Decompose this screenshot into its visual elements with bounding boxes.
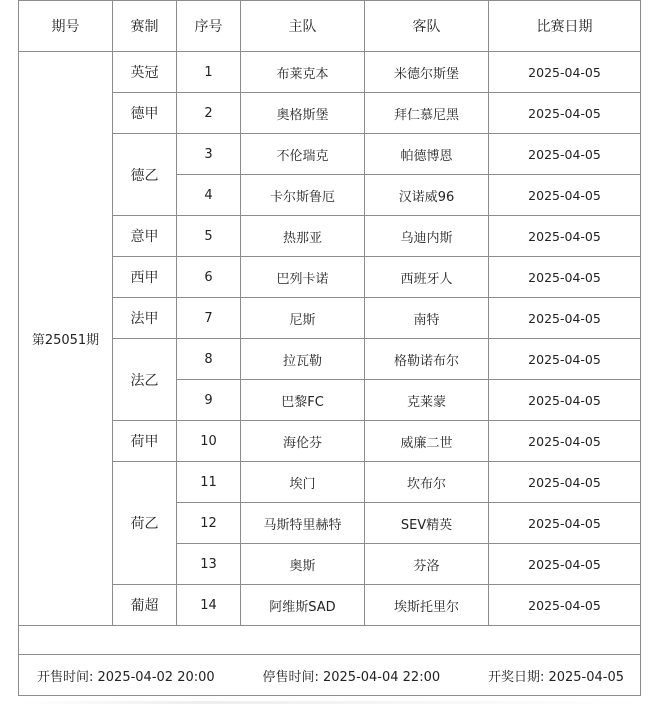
schedule-table [18,0,641,696]
table-row [19,52,641,93]
home-team-cell: 巴黎FC [241,380,365,421]
header-away: 客队 [365,1,489,52]
seq-cell: 12 [177,503,241,544]
home-team-cell: 布莱克本 [241,52,365,93]
away-team-cell: 威廉二世 [365,421,489,462]
home-team-cell: 不伦瑞克 [241,134,365,175]
league-cell: 法甲 [113,298,177,339]
table-row [19,257,641,298]
away-team-cell: 米德尔斯堡 [365,52,489,93]
seq-cell: 3 [177,134,241,175]
seq-cell: 5 [177,216,241,257]
date-cell: 2025-04-05 [489,421,641,462]
home-team-cell: 阿维斯SAD [241,585,365,626]
table-row [19,298,641,339]
table-row [19,339,641,380]
away-team-cell: 芬洛 [365,544,489,585]
home-team-cell: 巴列卡诺 [241,257,365,298]
home-team-cell: 尼斯 [241,298,365,339]
header-home: 主队 [241,1,365,52]
header-date: 比赛日期 [489,1,641,52]
away-team-cell: 坎布尔 [365,462,489,503]
sale-info [19,666,640,685]
blank-cell [19,626,641,655]
away-team-cell: 拜仁慕尼黑 [365,93,489,134]
date-cell: 2025-04-05 [489,216,641,257]
date-cell: 2025-04-05 [489,134,641,175]
home-team-cell: 热那亚 [241,216,365,257]
home-team-cell: 海伦芬 [241,421,365,462]
blank-row [19,626,641,655]
date-cell: 2025-04-05 [489,175,641,216]
away-team-cell: 南特 [365,298,489,339]
period-cell: 第25051期 [19,52,113,626]
footer-cell [19,655,641,696]
seq-cell: 2 [177,93,241,134]
seq-cell: 14 [177,585,241,626]
sale-stop-time: 停售时间: 2025-04-04 22:00 [262,669,441,685]
league-cell: 意甲 [113,216,177,257]
date-cell: 2025-04-05 [489,544,641,585]
header-seq: 序号 [177,1,241,52]
table-row [19,421,641,462]
date-cell: 2025-04-05 [489,380,641,421]
league-cell: 西甲 [113,257,177,298]
date-cell: 2025-04-05 [489,257,641,298]
seq-cell: 1 [177,52,241,93]
away-team-cell: 帕德博恩 [365,134,489,175]
away-team-cell: 克莱蒙 [365,380,489,421]
league-cell: 德乙 [113,134,177,216]
date-cell: 2025-04-05 [489,503,641,544]
away-team-cell: 乌迪内斯 [365,216,489,257]
away-team-cell: 汉诺威96 [365,175,489,216]
league-cell: 葡超 [113,585,177,626]
league-cell: 英冠 [113,52,177,93]
league-cell: 荷乙 [113,462,177,585]
date-cell: 2025-04-05 [489,298,641,339]
league-cell: 法乙 [113,339,177,421]
table-row [19,216,641,257]
league-cell: 德甲 [113,93,177,134]
home-team-cell: 奥斯 [241,544,365,585]
draw-date: 开奖日期: 2025-04-05 [487,669,624,685]
seq-cell: 6 [177,257,241,298]
table-row [19,585,641,626]
date-cell: 2025-04-05 [489,585,641,626]
footer-row [19,655,641,696]
table-row [19,93,641,134]
away-team-cell: 格勒诺布尔 [365,339,489,380]
seq-cell: 10 [177,421,241,462]
home-team-cell: 奥格斯堡 [241,93,365,134]
home-team-cell: 马斯特里赫特 [241,503,365,544]
header-period: 期号 [19,1,113,52]
sale-start-time: 开售时间: 2025-04-02 20:00 [37,669,215,685]
table-row [19,462,641,503]
schedule-sheet [18,0,640,700]
league-cell: 荷甲 [113,421,177,462]
seq-cell: 11 [177,462,241,503]
home-team-cell: 埃门 [241,462,365,503]
date-cell: 2025-04-05 [489,93,641,134]
seq-cell: 9 [177,380,241,421]
home-team-cell: 拉瓦勒 [241,339,365,380]
table-row [19,134,641,175]
date-cell: 2025-04-05 [489,52,641,93]
away-team-cell: 西班牙人 [365,257,489,298]
seq-cell: 13 [177,544,241,585]
header-row [19,1,641,52]
seq-cell: 8 [177,339,241,380]
seq-cell: 4 [177,175,241,216]
home-team-cell: 卡尔斯鲁厄 [241,175,365,216]
away-team-cell: SEV精英 [365,503,489,544]
away-team-cell: 埃斯托里尔 [365,585,489,626]
seq-cell: 7 [177,298,241,339]
header-league: 赛制 [113,1,177,52]
date-cell: 2025-04-05 [489,462,641,503]
date-cell: 2025-04-05 [489,339,641,380]
